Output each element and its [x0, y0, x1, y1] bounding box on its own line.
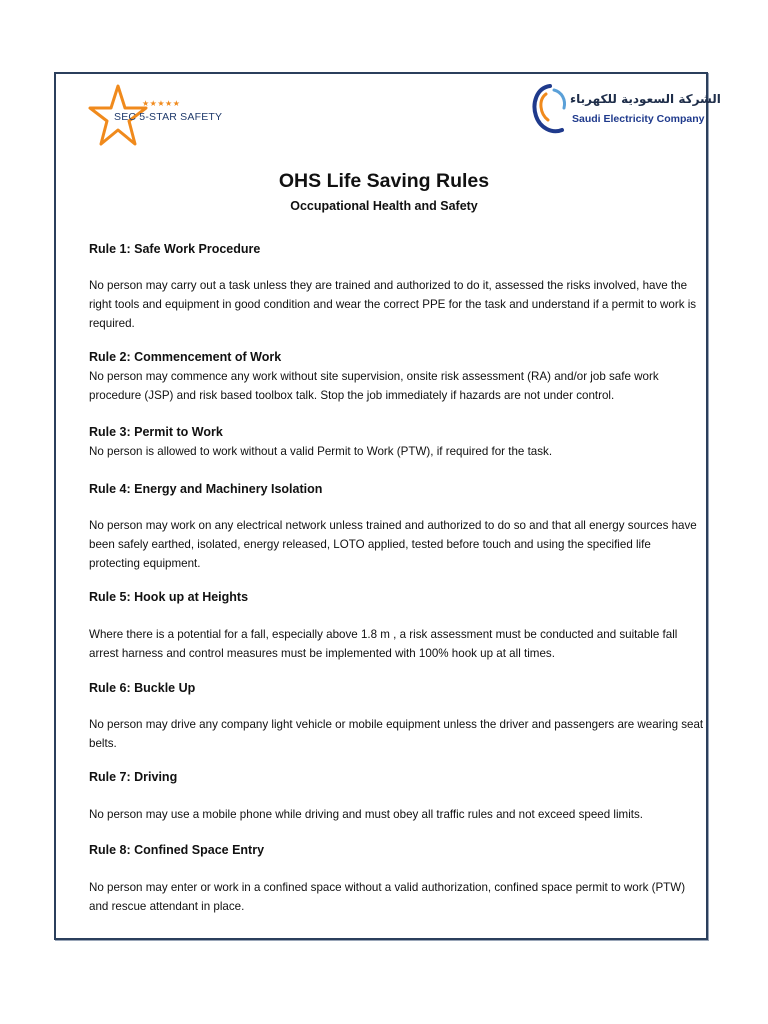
- document-title: OHS Life Saving Rules: [278, 170, 490, 192]
- rule-4-text: No person may work on any electrical network unless trained and authorized to do so and that all energy sources have been safely earthed, isolated, energy released, LOTO applied, tested before touch and using the specified life protecting equipment.: [89, 519, 697, 570]
- rule-7-title: Rule 7: Driving: [89, 770, 178, 784]
- rule-5-title: Rule 5: Hook up at Heights: [89, 590, 249, 604]
- company-name-arabic: الشركة السعودية للكهرباء: [570, 92, 721, 106]
- rule-3-title: Rule 3: Permit to Work: [89, 425, 223, 439]
- rule-7-text: No person may use a mobile phone while driving and must obey all traffic rules and not exceed speed limits.: [89, 808, 644, 821]
- document-subtitle: Occupational Health and Safety: [290, 199, 478, 213]
- rule-1-title: Rule 1: Safe Work Procedure: [89, 242, 261, 256]
- company-emblem-icon: [528, 82, 572, 138]
- rule-8-text: No person may enter or work in a confined space without a valid authorization, confined space permit to work (PTW) and rescue attendant in place.: [89, 881, 686, 913]
- rule-8-title: Rule 8: Confined Space Entry: [89, 843, 265, 857]
- rule-2-text: No person may commence any work without site supervision, onsite risk assessment (RA) and/or job safe work procedure (JSP) and risk based toolbox talk. Stop the job immediately if hazards are not under control.: [89, 370, 659, 402]
- safety-program-name: SEC 5-STAR SAFETY: [114, 111, 223, 123]
- rule-3-text: No person is allowed to work without a valid Permit to Work (PTW), if required for the task.: [89, 445, 553, 458]
- rule-2-title: Rule 2: Commencement of Work: [89, 350, 282, 364]
- rule-1-text: No person may carry out a task unless they are trained and authorized to do it, assessed the risks involved, have the right tools and equipment in good condition and wear the correct PPE for the task and understand if a permit to work is required.: [89, 279, 697, 330]
- saudi-electricity-company-logo: [528, 82, 721, 138]
- rule-6-title: Rule 6: Buckle Up: [89, 681, 196, 695]
- company-name-english: Saudi Electricity Company: [572, 113, 705, 125]
- rule-4-title: Rule 4: Energy and Machinery Isolation: [89, 482, 323, 496]
- five-stars: ★★★★★: [142, 99, 181, 108]
- sec-5-star-safety-logo: [88, 82, 238, 154]
- rule-6-text: No person may drive any company light vehicle or mobile equipment unless the driver and passengers are wearing seat belts.: [89, 718, 704, 750]
- rule-5-text: Where there is a potential for a fall, especially above 1.8 m , a risk assessment must be conducted and suitable fall arrest harness and control measures must be implemented with 100% hook up at all times.: [89, 628, 678, 660]
